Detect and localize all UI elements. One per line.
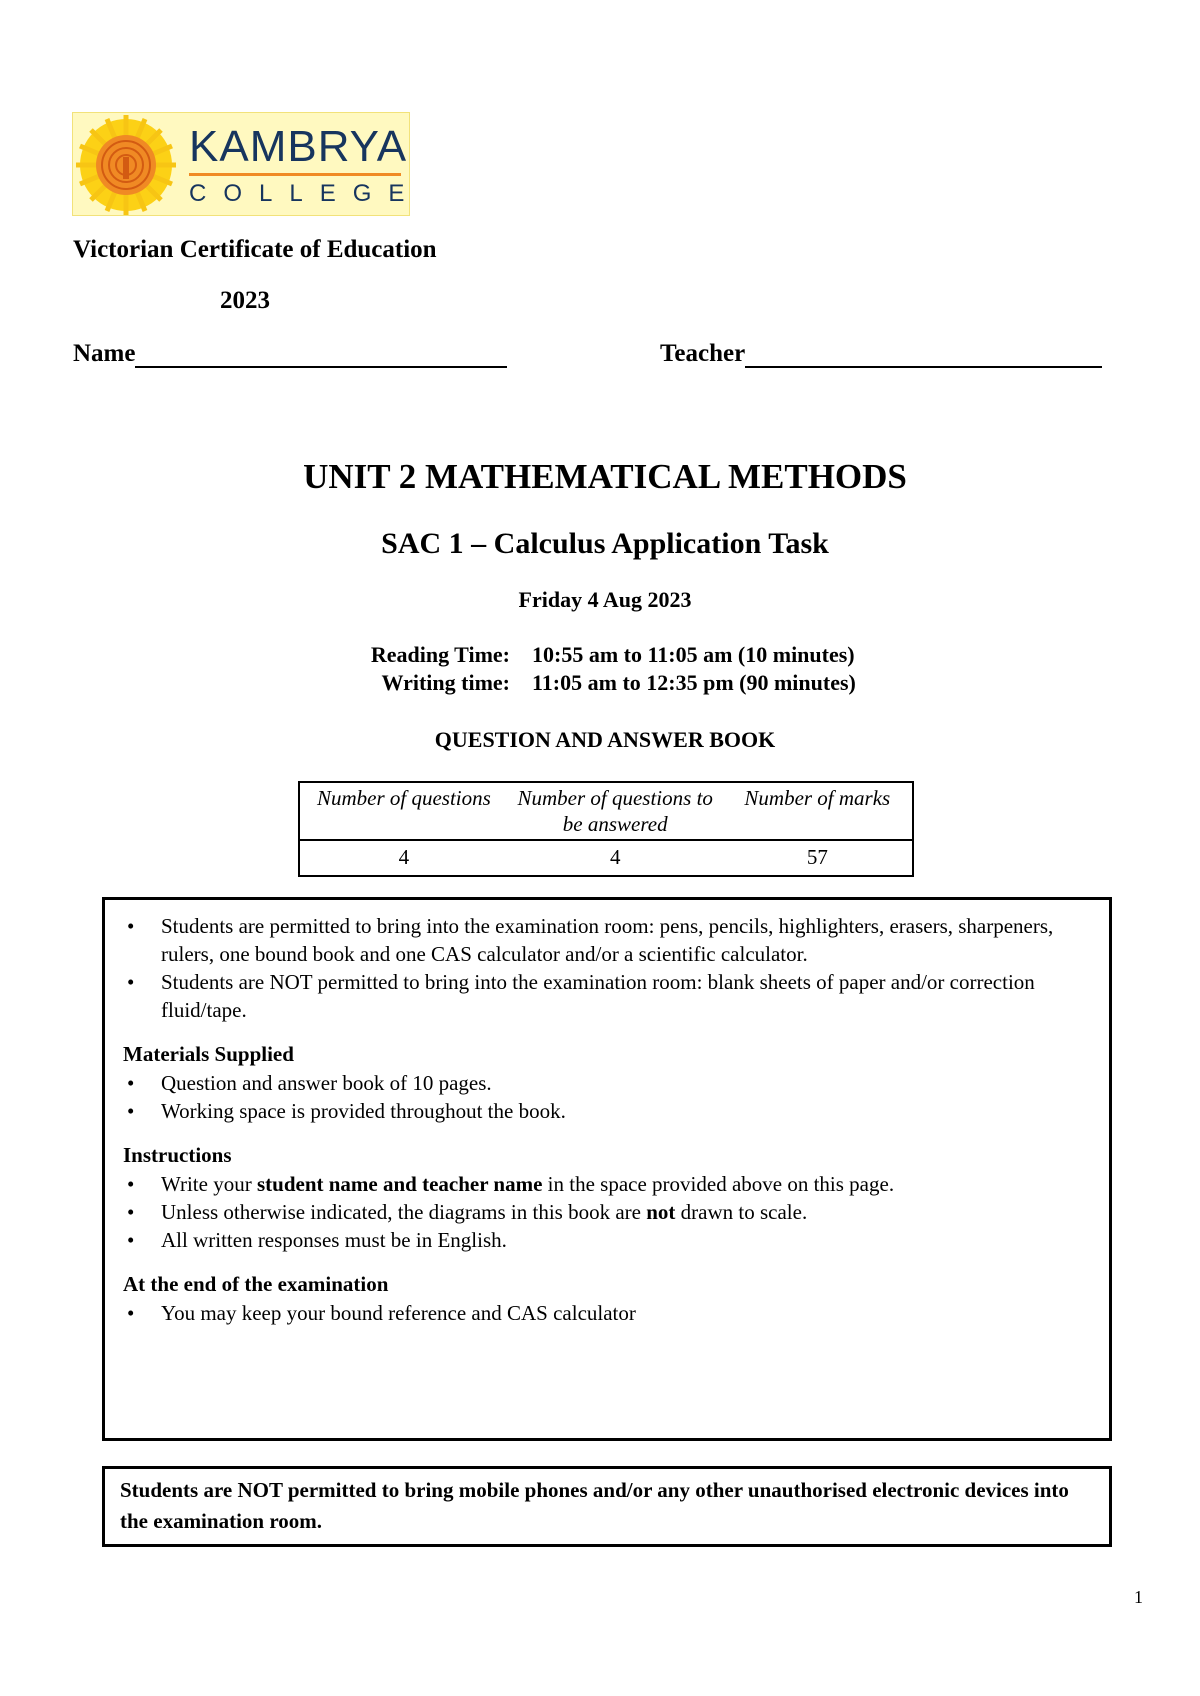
task-subtitle: SAC 1 – Calculus Application Task [381,527,829,560]
book-label: QUESTION AND ANSWER BOOK [434,727,776,752]
reading-time-label: Reading Time: [370,642,510,667]
college-logo [72,112,422,216]
logo-name: KAMBRYA [189,122,408,171]
list-item: • You may keep your bound reference and CAS calculator [123,1299,1091,1327]
instructions-heading: Instructions [123,1143,232,1167]
end-of-exam-heading: At the end of the examination [123,1272,389,1296]
teacher-label: Teacher [660,340,746,367]
exam-year: 2023 [220,287,270,314]
name-blank-line[interactable] [135,336,507,368]
list-item [123,1170,1091,1198]
list-item: • Question and answer book of 10 pages. [123,1069,1091,1097]
certificate-name: Victorian Certificate of Education [73,236,437,263]
teacher-blank-line[interactable] [745,336,1102,368]
materials-heading: Materials Supplied [123,1042,294,1066]
logo-divider [189,173,401,176]
materials-list [123,1069,1091,1125]
instructions-list [123,1170,1091,1254]
permission-list [123,912,1091,1024]
writing-time-label: Writing time: [381,670,510,695]
instruction-text: drawn to scale. [675,1200,808,1224]
list-item: • Students are NOT permitted to bring into the examination room: blank sheets of paper and/or correction fluid/tape. [123,968,1091,1024]
name-label: Name [73,340,136,367]
writing-time-row [340,669,856,697]
value-number-of-marks: 57 [806,845,828,869]
reading-time-row [340,641,856,669]
summary-header-row [299,782,913,840]
instruction-emphasis: not [646,1200,676,1224]
instruction-text: Unless otherwise indicated, the diagrams in this book are [161,1200,647,1224]
exam-times [340,641,856,697]
summary-table [298,781,914,877]
header-number-of-marks: Number of marks [723,782,913,840]
list-item: • Students are permitted to bring into the examination room: pens, pencils, highlighters, erasers, sharpeners, rulers, one bound book and one CAS calculator and/or a scientific calculator. [123,912,1091,968]
page-title: UNIT 2 MATHEMATICAL METHODS [303,457,907,496]
page-number: 1 [1134,1587,1143,1607]
instruction-text: Write your [161,1172,257,1196]
value-number-of-questions: 4 [398,845,410,869]
list-item: • All written responses must be in English. [123,1226,1091,1254]
logo-subtitle: COLLEGE [189,180,422,207]
value-questions-to-answer: 4 [609,845,621,869]
list-item [123,1198,1091,1226]
reading-time-value: 10:55 am to 11:05 am (10 minutes) [532,642,855,667]
device-warning-box: Students are NOT permitted to bring mobile phones and/or any other unauthorised electronic devices into the examination room. [102,1466,1112,1547]
student-name-field[interactable] [73,336,507,368]
instruction-emphasis: student name and teacher name [256,1172,543,1196]
summary-value-row [299,840,913,876]
header-number-of-questions: Number of questions [299,782,508,840]
writing-time-value: 11:05 am to 12:35 pm (90 minutes) [532,670,856,695]
teacher-name-field[interactable] [660,336,1102,368]
header-questions-to-answer: Number of questions to be answered [508,782,723,840]
instruction-text: in the space provided above on this page. [542,1172,895,1196]
end-of-exam-list [123,1299,1091,1327]
exam-date: Friday 4 Aug 2023 [518,587,692,612]
list-item: • Working space is provided throughout the book. [123,1097,1091,1125]
exam-rules-box [102,897,1112,1441]
sun-emblem-icon [73,113,189,217]
